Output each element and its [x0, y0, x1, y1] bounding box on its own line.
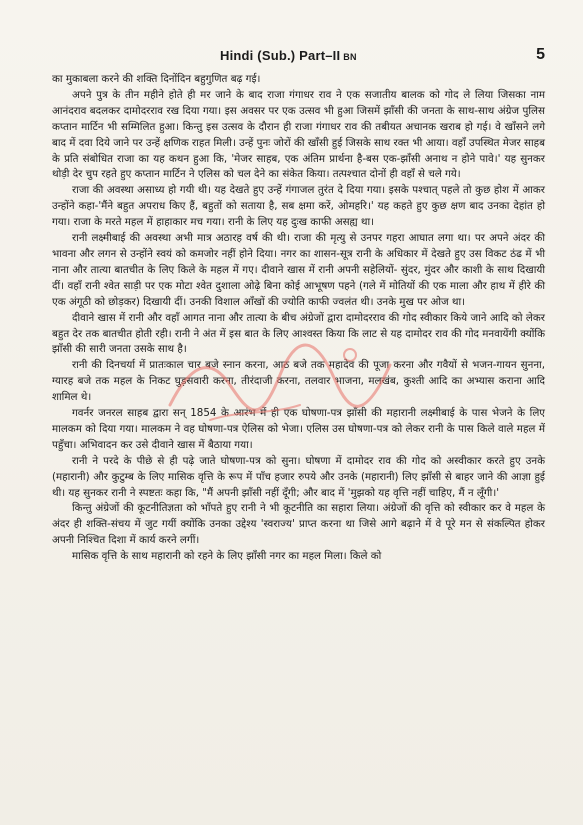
- paragraph: मासिक वृत्ति के साथ महारानी को रहने के लिए झाँसी नगर का महल मिला। किले को: [72, 550, 382, 563]
- paragraph: राजा की अवस्था असाध्य हो गयी थी। यह देखते हुए उन्हें गंगाजल तुरंत दे दिया गया। इसके पश्चात् पहले तो कुछ होश में आकर उन्होंने कहा-'मैंने बहुत अपराध किए हैं, बहुतों को सताया है, सब क्षमा करें, ओमहरि।' यह कहते हुए कुछ क्षण बाद उनका देहांत हो गया। राजा के मरते महल में हाहाकार मच गया। रानी के लिए यह दुःख काफी असह्य था।: [52, 184, 545, 229]
- paragraph: किन्तु अंग्रेजों की कूटनीतिज्ञता को भाँपते हुए रानी ने भी कूटनीति का सहारा लिया। अंग्रेजों की वृत्ति को स्वीकार कर वे महल के अंदर ही शक्ति-संचय में जुट गयीं क्योंकि उनका उद्देश्य 'स्वराज्य' प्राप्त करना था जिसे आगे बढ़ाने में वे पूरे मन से संकल्पित होकर अपनी निश्चित दिशा में कार्य करने लगीं।: [52, 502, 545, 547]
- paragraph: रानी ने परदे के पीछे से ही पढ़े जाते घोषणा-पत्र को सुना। घोषणा में दामोदर राव की गोद को अस्वीकार करते हुए उनके (महारानी) और कुटुम्ब के लिए मासिक वृत्ति के रूप में पाँच हजार रुपये और उनके (महारानी) लिए झाँसी से बाहर जाने की आज्ञा हुई थी। यह सुनकर रानी ने स्पष्टतः कहा कि, "मैं अपनी झाँसी नहीं दूँगी; और बाद में 'मुझको यह वृत्ति नहीं चाहिए, मैं न लूँगी।': [52, 454, 545, 499]
- header-title: [220, 48, 357, 63]
- paragraph: गवर्नर जनरल साहब द्वारा सन् 1854 के आरंभ में ही एक घोषणा-पत्र झाँसी की महारानी लक्ष्मीबाई के पास भेजने के लिए मालकम को दिया गया। मालकम ने वह घोषणा-पत्र ऐलिस को भेजा। एलिस उस घोषणा-पत्र को लेकर रानी के पास किले वाले महल में पहुँचा। अभिवादन कर उसे दीवाने खास में बैठाया गया।: [52, 407, 545, 451]
- header-code: BN: [343, 52, 357, 62]
- paragraph: रानी लक्ष्मीबाई की अवस्था अभी मात्र अठारह वर्ष की थी। राजा की मृत्यु से उनपर गहरा आघात लगा था। पर अपने अंदर की भावना और लगन से उन्होंने स्वयं को कमजोर नहीं होने दिया। नगर का शासन-सूत्र रानी के अधिकार में देखते हुए उस विकट ठंढ में भी नाना और तात्या बातचीत के लिए किले के महल में गए। दीवाने खास में रानी अपनी सहेलियों- सुंदर, मुंदर और काशी के साथ दिखायी दीं। वहाँ रानी श्वेत साड़ी पर एक मोटा श्वेत दुशाला ओढ़े बिना कोई आभूषण पहने (गले में मोतियों की एक माला और हाथ में हीरे की एक अंगूठी को छोड़कर) दिखायी दीं। उनकी विशाल आँखों की ज्योति काफी ज्वलंत थी। उनके मुख पर ओज था।: [52, 232, 545, 308]
- paragraph: रानी की दिनचर्या में प्रातःकाल चार बजे स्नान करना, आठ बजे तक महादेव की पूजा करना और गवैयों से भजन-गायन सुनना, ग्यारह बजे तक महल के निकट घुड़सवारी करना, तीरंदाजी करना, तलवार भाजना, मलखंब, कुश्ती आदि का अभ्यास कराना आदि शामिल थे।: [52, 359, 545, 404]
- header-title-text: Hindi (Sub.) Part–II: [220, 48, 341, 63]
- page-header: [52, 48, 545, 66]
- paragraph-continued: का मुकाबला करने की शक्ति दिनोंदिन बहुगुणित बढ़ गई।: [52, 73, 261, 85]
- page-number: 5: [536, 46, 545, 63]
- paragraph: दीवाने खास में रानी और वहाँ आगत नाना और तात्या के बीच अंग्रेजों द्वारा दामोदरराव की गोद स्वीकार किये जाने आदि को लेकर बहुत देर तक बातचीत होती रही। रानी ने अंत में इस बात के लिए आश्वस्त किया कि लाट से यह दामोदर राव की गोद मनवायेंगी क्योंकि झाँसी की सारी जनता उसके साथ है।: [52, 311, 545, 356]
- body-text: [52, 72, 545, 565]
- paragraph: अपने पुत्र के तीन महीने होते ही मर जाने के बाद राजा गंगाधर राव ने एक सजातीय बालक को गोद ले लिया जिसका नाम आनंदराव बदलकर दामोदरराव रख दिया गया। इस अवसर पर एक उत्सव भी हुआ जिसमें झाँसी की जनता के साथ-साथ अंग्रेज पुलिस कप्तान मार्टिन भी सम्मिलित हुआ। किन्तु इस उत्सव के दौरान ही राजा गंगाधर राव की तबीयत अचानक खराब हो गई। वे खाँसने लगे बाद में दवा दिये जाने पर उन्हें क्षणिक राहत मिली। उन्हें पुनः जोरों की खाँसी हुई जिसके साथ रक्त भी आया। वहाँ उपस्थित मेजर साहब के प्रति संबोधित राजा का यह कथन हुआ कि, 'मेजर साहब, एक अंतिम प्रार्थना है-बस एक-झाँसी अनाथ न होने पावे।' यह सुनकर थोड़ी देर चुप रहते हुए कप्तान मार्टिन ने एलिस को चल देने का संकेत किया। तत्पश्चात दोनों ही वहाँ से चले गये।: [52, 88, 545, 181]
